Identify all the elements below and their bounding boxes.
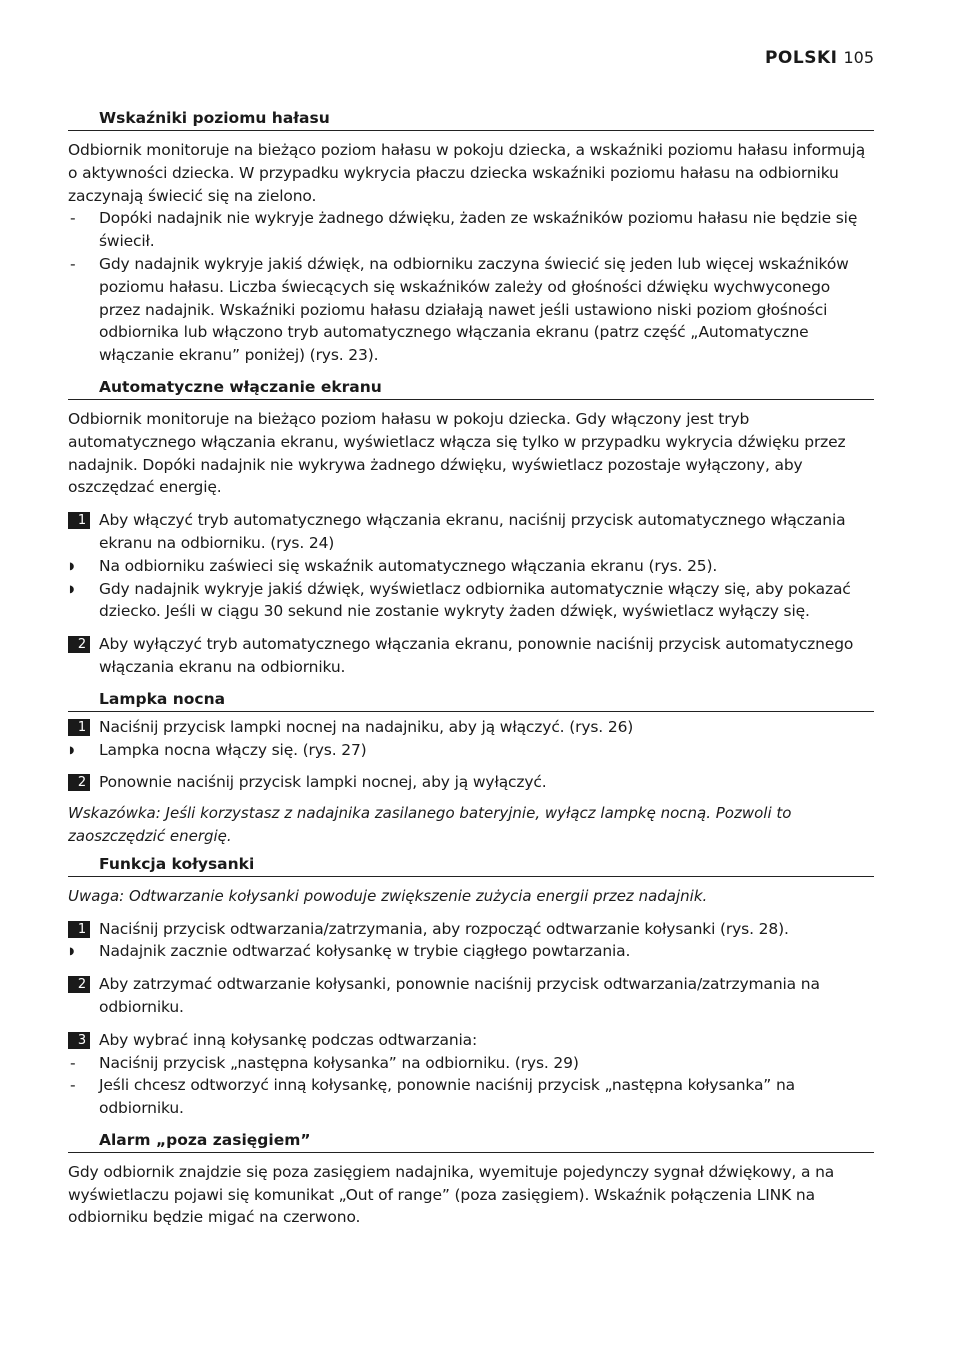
step-text: Naciśnij przycisk lampki nocnej na nadajniku, aby ją włączyć. (rys. 26) [99, 717, 634, 736]
language-label: POLSKI [764, 48, 838, 68]
step-number-badge: 2 [68, 774, 90, 791]
numbered-step [68, 771, 874, 794]
numbered-step [68, 633, 874, 679]
result-text: Na odbiorniku zaświeci się wskaźnik automatycznego włączania ekranu (rys. 25). [99, 556, 718, 575]
note-text: Uwaga: Odtwarzanie kołysanki powoduje zwiększenie zużycia energii przez nadajnik. [68, 886, 708, 905]
dash-item-text: Gdy nadajnik wykryje jakiś dźwięk, na odbiorniku zaczyna świecić się jeden lub więcej wskaźników poziomu hałasu. Liczba świecących się wskaźników zależy od głośności dźwięku wychwyconego przez nadajnik. Wskaźniki poziomu hałasu działają nawet jeśli ustawiono niski poziom głośności odbiornika lub włączono tryb automatycznego włączania ekranu (patrz część „Automatyczne włączanie ekranu” poniżej) (rys. 23). [99, 254, 849, 365]
numbered-step [68, 973, 874, 1019]
dash-item [68, 1052, 874, 1075]
dash-item [68, 1074, 874, 1120]
triangle-bullet-icon: ◗ [69, 560, 75, 572]
paragraph: Odbiornik monitoruje na bieżąco poziom hałasu w pokoju dziecka, a wskaźniki poziomu hałasu informują o aktywności dziecka. W przypadku wykrycia płaczu dziecka wskaźniki poziomu hałasu na odbiorniku zaczynają świecić się na zielono. [68, 141, 866, 205]
page-number: 105 [843, 48, 874, 67]
paragraph: Odbiornik monitoruje na bieżąco poziom hałasu w pokoju dziecka. Gdy włączony jest tryb automatycznego włączania ekranu, wyświetlacz włącza się tylko w przypadku wykrycia dźwięku przez nadajnik. Dopóki nadajnik nie wykrywa żadnego dźwięku, wyświetlacz pozostaje wyłączony, aby oszczędzać energię. [68, 409, 846, 497]
dash-marker: - [70, 254, 76, 273]
step-number-badge: 2 [68, 976, 90, 993]
triangle-bullet-icon: ◗ [69, 744, 75, 756]
step-number-badge: 1 [68, 719, 90, 736]
result-text: Gdy nadajnik wykryje jakiś dźwięk, wyświetlacz odbiornika automatycznie włączy się, aby pokazać dziecko. Jeśli w ciągu 30 sekund nie zostanie wykryty żaden dźwięk, wyświetlacz wyłączy się. [99, 579, 851, 621]
result-item [68, 578, 874, 624]
page-header [700, 48, 874, 68]
dash-item-text: Naciśnij przycisk „następna kołysanka” na odbiorniku. (rys. 29) [99, 1053, 579, 1072]
step-number-badge: 1 [68, 512, 90, 529]
step-text: Naciśnij przycisk odtwarzania/zatrzymania, aby rozpocząć odtwarzanie kołysanki (rys. 28). [99, 919, 789, 938]
result-text: Lampka nocna włączy się. (rys. 27) [99, 740, 367, 759]
dash-item [68, 207, 874, 253]
dash-marker: - [70, 209, 76, 228]
triangle-bullet-icon: ◗ [69, 583, 75, 595]
numbered-step [68, 1029, 874, 1052]
result-item [68, 940, 874, 963]
step-text: Aby włączyć tryb automatycznego włączania ekranu, naciśnij przycisk automatycznego włączania ekranu na odbiorniku. (rys. 24) [99, 511, 846, 552]
step-number-badge: 2 [68, 636, 90, 653]
dash-marker: - [70, 1076, 76, 1095]
result-item [68, 555, 874, 578]
dash-item [68, 253, 874, 367]
step-text: Ponownie naciśnij przycisk lampki nocnej, aby ją wyłączyć. [99, 773, 547, 792]
paragraph: Gdy odbiornik znajdzie się poza zasięgiem nadajnika, wyemituje pojedynczy sygnał dźwiękowy, a na wyświetlaczu pojawi się komunikat „Out of range” (poza zasięgiem). Wskaźnik połączenia LINK na odbiorniku będzie migać na czerwono. [68, 1162, 835, 1227]
step-number-badge: 1 [68, 921, 90, 938]
dash-item-text: Jeśli chcesz odtworzyć inną kołysankę, ponownie naciśnij przycisk „następna kołysanka” na odbiorniku. [99, 1076, 795, 1118]
result-item [68, 739, 874, 762]
section-heading: Alarm „poza zasięgiem” [68, 1128, 874, 1153]
numbered-step [68, 918, 874, 941]
section-heading: Wskaźniki poziomu hałasu [68, 106, 874, 131]
step-text: Aby wyłączyć tryb automatycznego włączania ekranu, ponownie naciśnij przycisk automatycznego włączania ekranu na odbiorniku. [99, 635, 854, 676]
numbered-step [68, 716, 874, 739]
step-number-badge: 3 [68, 1032, 90, 1049]
section-heading: Automatyczne włączanie ekranu [68, 375, 874, 400]
dash-marker: - [70, 1053, 76, 1072]
step-text: Aby zatrzymać odtwarzanie kołysanki, ponownie naciśnij przycisk odtwarzania/zatrzymania na odbiorniku. [99, 975, 820, 1016]
dash-item-text: Dopóki nadajnik nie wykryje żadnego dźwięku, żaden ze wskaźników poziomu hałasu nie będzie się świecił. [99, 209, 858, 251]
step-text: Aby wybrać inną kołysankę podczas odtwarzania: [99, 1030, 478, 1049]
triangle-bullet-icon: ◗ [69, 946, 75, 958]
tip-text: Wskazówka: Jeśli korzystasz z nadajnika zasilanego bateryjnie, wyłącz lampkę nocną. Pozwoli to zaoszczędzić energię. [68, 804, 792, 845]
section-heading: Funkcja kołysanki [68, 852, 874, 877]
section-heading: Lampka nocna [68, 687, 874, 712]
result-text: Nadajnik zacznie odtwarzać kołysankę w trybie ciągłego powtarzania. [99, 942, 631, 961]
page-content [68, 106, 874, 1229]
numbered-step [68, 509, 874, 555]
